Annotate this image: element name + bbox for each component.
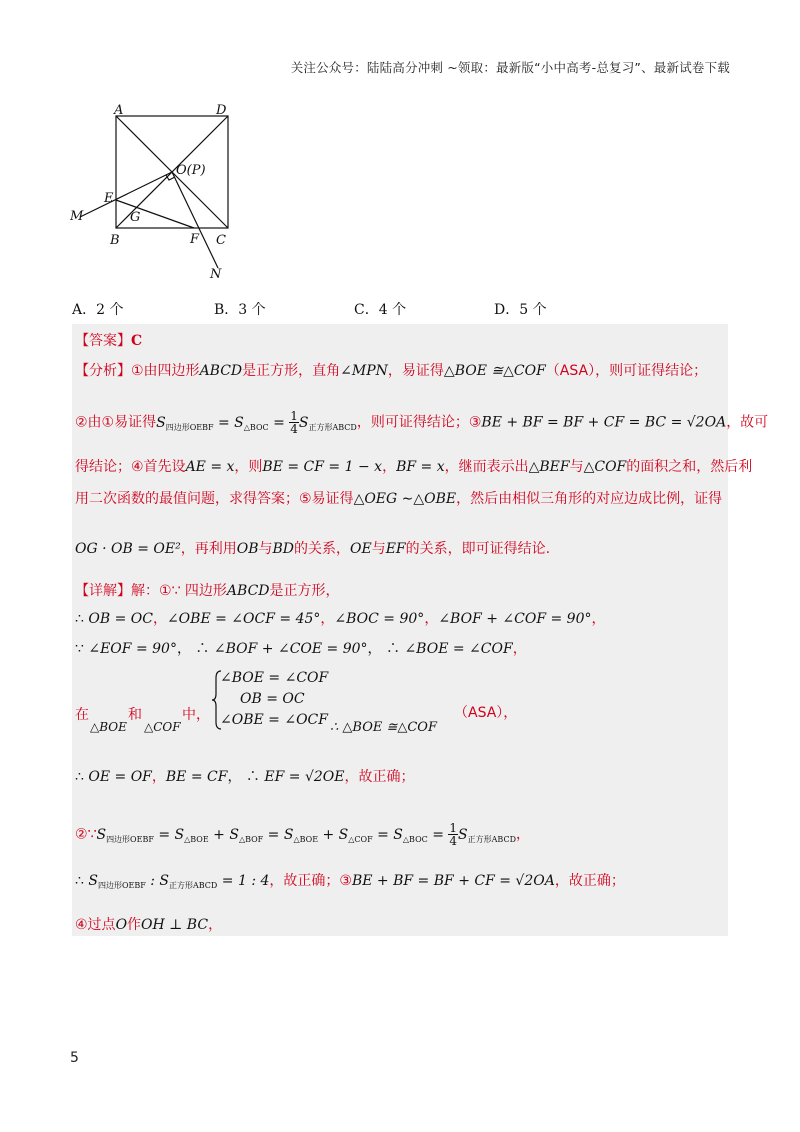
- text: ， ∴: [176, 641, 214, 657]
- solution-panel: [72, 324, 769, 936]
- text: ， ∴: [227, 769, 265, 785]
- math: ∠OBE = ∠OCF = 45°: [166, 611, 321, 627]
- detail-line-4: [75, 704, 89, 724]
- math: △COF: [583, 459, 627, 475]
- option-b: B．3 个: [214, 302, 266, 318]
- text: ，: [151, 769, 166, 785]
- text: 与: [569, 459, 584, 475]
- text: ，: [320, 611, 335, 627]
- system-eq-2: OB = OC: [240, 691, 305, 707]
- ray-pm: [80, 172, 172, 217]
- text: 与: [371, 541, 386, 557]
- math: BF = x: [396, 459, 445, 475]
- detail-line-1: [75, 580, 340, 600]
- text: 是正方形，: [269, 583, 340, 599]
- label-b: B: [110, 233, 120, 248]
- math: BE = CF: [165, 769, 228, 785]
- option-c: C．4 个: [354, 302, 407, 318]
- math: ∠BOF + ∠COE = 90°: [213, 641, 368, 657]
- text: ，: [152, 611, 167, 627]
- text: 的面积之和，然后利: [626, 459, 753, 475]
- text: ，故正确；: [344, 769, 415, 785]
- text: ∴: [75, 769, 89, 785]
- text: ，: [591, 611, 606, 627]
- math: △OEG ∼△OBE: [353, 491, 457, 507]
- ray-pn: [172, 172, 218, 268]
- math: OH ⊥ BC: [141, 917, 209, 933]
- option-d: D．5 个: [494, 302, 547, 318]
- math: OB: [236, 541, 259, 557]
- asa-note: （ASA），: [454, 705, 518, 721]
- system-eq-1: ∠BOE = ∠COF: [220, 670, 329, 686]
- label-m: M: [70, 209, 84, 224]
- text: ∴: [75, 873, 89, 889]
- math: $S_{正方形ABCD}$: [298, 414, 357, 432]
- triangle-cof: △COF: [144, 720, 181, 734]
- math: ∠BOF + ∠COF = 90°: [438, 611, 592, 627]
- math: ∠EOF = 90°: [88, 641, 177, 657]
- math: $S_{正方形ABCD}$: [458, 826, 516, 844]
- option-a: A．2 个: [72, 302, 124, 318]
- text: ，故正确；③: [269, 873, 352, 889]
- math: BE + BF = BF + CF = BC = √2OA: [481, 414, 727, 431]
- text: 得结论；④首先设: [75, 459, 186, 475]
- text: 解：①∵ 四边形: [131, 583, 227, 599]
- text: ∴: [75, 611, 89, 627]
- label-a: A: [114, 103, 124, 118]
- math: ∠MPN: [340, 363, 388, 379]
- geometry-figure: [66, 100, 256, 290]
- label-n: N: [210, 267, 222, 282]
- label-f: F: [190, 232, 200, 247]
- math: OE = OF: [88, 769, 152, 785]
- text: ，故正确；: [554, 873, 625, 889]
- text: ，再利用: [180, 541, 237, 557]
- detail-zhong: [182, 704, 210, 724]
- math: BD: [272, 541, 294, 557]
- analysis-line-2: [75, 410, 768, 435]
- label-g: G: [130, 210, 141, 225]
- text: ②∵: [75, 826, 97, 843]
- math: BE + BF = BF + CF = √2OA: [351, 873, 555, 889]
- math: OE: [350, 541, 372, 557]
- text: ，继而表示出: [444, 459, 529, 475]
- answer-line: [75, 330, 142, 350]
- system-eq-3: ∠OBE = ∠OCF: [220, 712, 328, 728]
- label-c: C: [216, 233, 226, 248]
- analysis-line-4: [75, 488, 722, 508]
- triangle-boe: △BOE: [90, 720, 127, 734]
- analysis-line-1: [75, 360, 707, 380]
- label-e: E: [104, 191, 114, 206]
- answer-value: C: [131, 333, 143, 349]
- text: ①由四边形: [131, 363, 200, 379]
- math: $S_{四边形OEBF}$ : $S_{正方形ABCD} = 1$ : 4: [88, 873, 270, 890]
- math: ABCD: [199, 363, 243, 379]
- text: 和: [128, 707, 142, 723]
- text: ，则可证得结论；③: [356, 414, 482, 431]
- detail-line-3: [75, 638, 527, 658]
- text: 用二次函数的最值问题，求得答案；⑤易证得: [75, 491, 354, 507]
- detail-line-6: [75, 822, 530, 847]
- math: $S_{四边形OEBF} = S_{\triangle BOC}$ =: [156, 414, 290, 432]
- text: 作: [127, 917, 142, 933]
- detail-label: 【详解】: [75, 583, 131, 599]
- detail-he: [128, 704, 142, 724]
- label-d: D: [216, 103, 227, 118]
- math: EF: [385, 541, 406, 557]
- math: △BEF: [528, 459, 570, 475]
- text: ，然后由相似三角形的对应边成比例，证得: [456, 491, 723, 507]
- page-header: 关注公众号：陆陆高分冲刺 ~领取：最新版“小中高考-总复习”、最新试卷下载: [290, 60, 730, 75]
- math: AE = x: [185, 459, 235, 475]
- fraction: $\frac{1}{4}$: [449, 821, 458, 848]
- analysis-line-5: [75, 538, 550, 558]
- text: 的关系，: [294, 541, 350, 557]
- math: △BOE ≅△COF: [443, 363, 546, 379]
- text: 中，: [182, 707, 210, 723]
- text: 的关系，即可证得结论.: [405, 541, 551, 557]
- math: OG · OB = OE²: [75, 541, 181, 557]
- detail-line-7: [75, 870, 625, 891]
- text: ，: [424, 611, 439, 627]
- text: （ASA），则可证得结论；: [545, 363, 708, 379]
- label-o: O(P): [176, 163, 206, 178]
- text: 在: [75, 707, 89, 723]
- congruence-conclusion: ∴ △BOE ≅△COF: [330, 720, 437, 735]
- text: ，则: [234, 459, 263, 475]
- detail-line-2: [75, 608, 606, 628]
- text: ，: [512, 641, 527, 657]
- answer-label: 【答案】: [75, 333, 131, 349]
- analysis-line-3: [75, 456, 752, 476]
- math: BE = CF = 1 − x: [262, 459, 383, 475]
- math: ∠BOC = 90°: [334, 611, 425, 627]
- math: ABCD: [226, 583, 270, 599]
- math: $S_{四边形OEBF} = S_{\triangle BOE} + S_{\triangle BOF} = S_{\triangle BOE} + S_{\triangle COF} = S_{\triangle BOC}$ =: [96, 826, 449, 844]
- detail-line-5: [75, 766, 414, 786]
- text: ， ∴: [367, 641, 405, 657]
- segment-ef: [116, 200, 194, 228]
- text: ，: [515, 826, 530, 843]
- page-number: 5: [70, 1050, 79, 1066]
- text: ，: [208, 917, 223, 933]
- text: 与: [258, 541, 273, 557]
- math: EF = √2OE: [264, 769, 345, 785]
- text: ，易证得: [387, 363, 444, 379]
- text: ，故可: [726, 414, 769, 431]
- text: ④过点: [75, 917, 116, 933]
- fraction: $\frac{1}{4}$: [290, 409, 298, 436]
- math: O: [115, 917, 128, 933]
- text: 是正方形，直角: [242, 363, 341, 379]
- text: ②由①易证得: [75, 414, 157, 431]
- math: OB = OC: [88, 611, 153, 627]
- analysis-label: 【分析】: [75, 363, 131, 379]
- detail-line-8: [75, 914, 222, 934]
- text: ∵: [75, 641, 89, 657]
- text: ，: [382, 459, 397, 475]
- math: ∠BOE = ∠COF: [404, 641, 513, 657]
